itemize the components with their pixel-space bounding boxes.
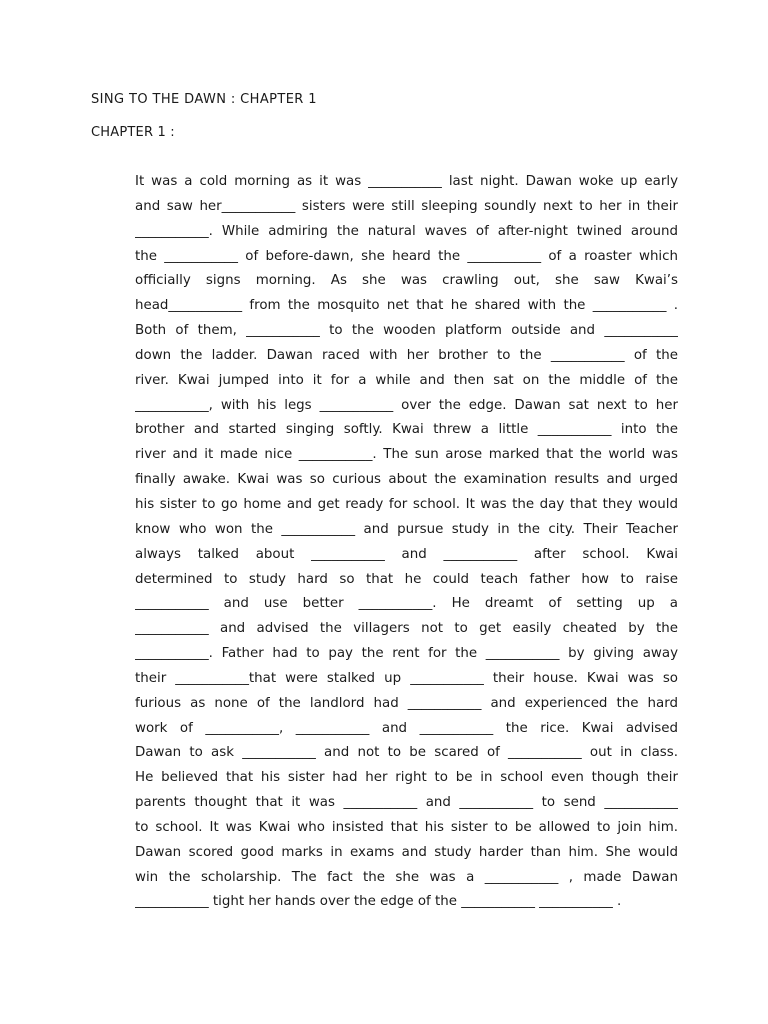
passage-line: officially signs morning. As she was crawling out, she saw Kwai’s <box>135 273 678 289</box>
passage-line: river. Kwai jumped into it for a while and then sat on the middle of the <box>135 372 678 388</box>
cloze-passage <box>135 170 678 915</box>
passage-line: the ___________ of before-dawn, she heard the ___________ of a roaster which <box>135 248 678 264</box>
passage-line: work of ___________, ___________ and ___________ the rice. Kwai advised <box>135 720 678 736</box>
passage-line: ___________. Father had to pay the rent for the ___________ by giving away <box>135 646 678 662</box>
passage-line: know who won the ___________ and pursue study in the city. Their Teacher <box>135 521 678 537</box>
passage-line: and saw her___________ sisters were still sleeping soundly next to her in their <box>135 198 678 214</box>
passage-line: always talked about ___________ and ___________ after school. Kwai <box>135 546 678 562</box>
passage-line: Dawan scored good marks in exams and study harder than him. She would <box>135 844 678 860</box>
passage-line: ___________, with his legs ___________ over the edge. Dawan sat next to her <box>135 397 678 413</box>
passage-line: furious as none of the landlord had ___________ and experienced the hard <box>135 695 678 711</box>
passage-line: finally awake. Kwai was so curious about the examination results and urged <box>135 472 678 488</box>
passage-line: brother and started singing softly. Kwai threw a little ___________ into the <box>135 422 678 438</box>
passage-line: down the ladder. Dawan raced with her brother to the ___________ of the <box>135 347 678 363</box>
passage-line: his sister to go home and get ready for school. It was the day that they would <box>135 496 678 512</box>
passage-line: to school. It was Kwai who insisted that his sister to be allowed to join him. <box>135 819 678 835</box>
passage-line: win the scholarship. The fact the she was a ___________ , made Dawan <box>135 869 678 885</box>
passage-line: Both of them, ___________ to the wooden platform outside and ___________ <box>135 323 678 339</box>
passage-line: their ___________that were stalked up ___________ their house. Kwai was so <box>135 670 678 686</box>
passage-line: ___________ and advised the villagers not to get easily cheated by the <box>135 621 678 637</box>
passage-line: ___________. While admiring the natural waves of after-night twined around <box>135 223 678 239</box>
passage-line: determined to study hard so that he could teach father how to raise <box>135 571 678 587</box>
passage-line: Dawan to ask ___________ and not to be scared of ___________ out in class. <box>135 745 678 761</box>
passage-line: river and it made nice ___________. The sun arose marked that the world was <box>135 447 678 463</box>
document-title: SING TO THE DAWN : CHAPTER 1 <box>91 92 317 107</box>
passage-line: He believed that his sister had her right to be in school even though their <box>135 770 678 786</box>
passage-line: ___________ tight her hands over the edge of the ___________ ___________ . <box>135 894 622 910</box>
passage-line: head___________ from the mosquito net that he shared with the ___________ . <box>135 298 678 314</box>
passage-line: It was a cold morning as it was ___________ last night. Dawan woke up early <box>135 174 678 189</box>
passage-line: ___________ and use better ___________. He dreamt of setting up a <box>135 596 678 612</box>
chapter-heading: CHAPTER 1 : <box>91 125 175 140</box>
passage-line: parents thought that it was ___________ and ___________ to send ___________ <box>135 795 678 811</box>
